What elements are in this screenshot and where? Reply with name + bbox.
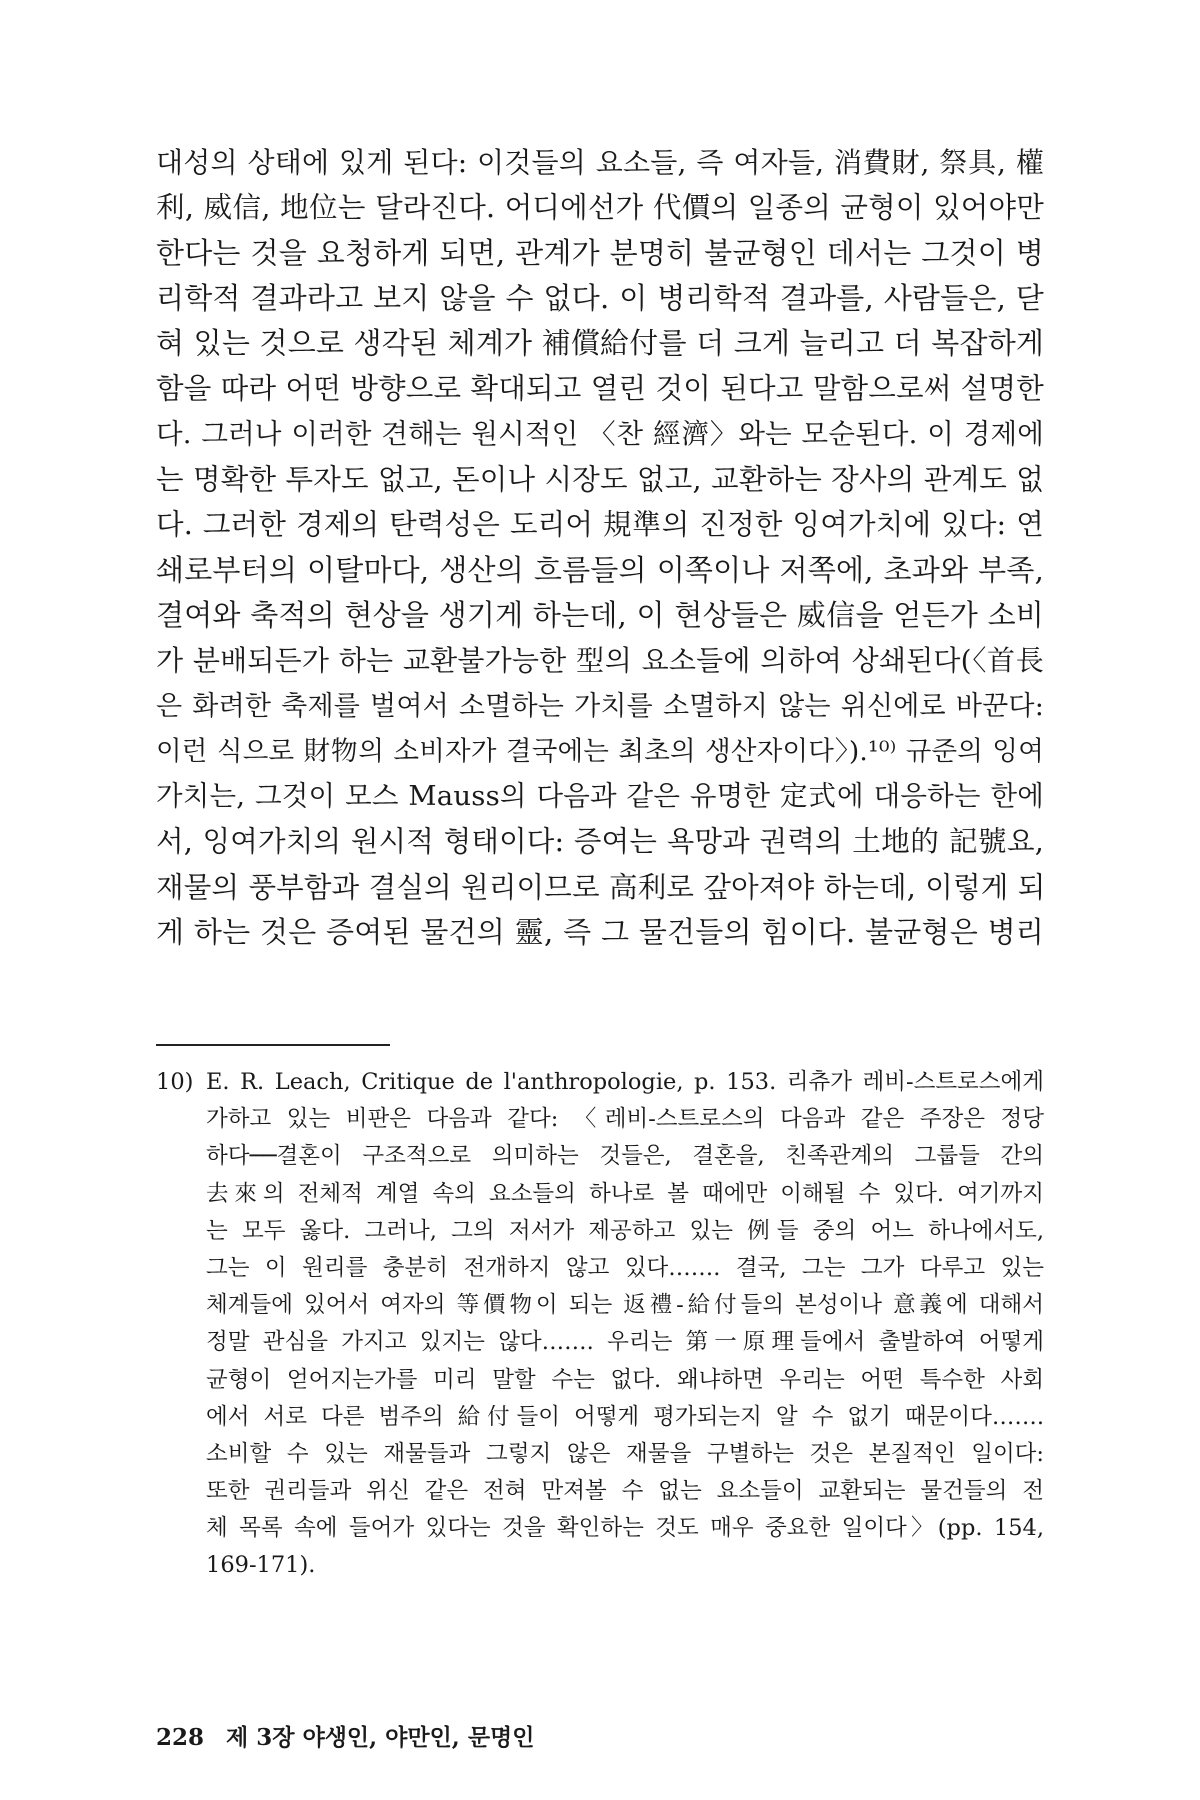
body-line: 리학적 결과라고 보지 않을 수 없다. 이 병리학적 결과를, 사람들은, 닫 xyxy=(156,280,1044,315)
footnote-first-line xyxy=(156,1064,1044,1101)
footnote-line: 에서 서로 다른 범주의 給付들이 어떻게 평가되는지 알 수 없기 때문이다……. xyxy=(206,1403,1044,1430)
body-line: 다. 그러나 이러한 견해는 원시적인 〈찬 經濟〉와는 모순된다. 이 경제에 xyxy=(156,417,1044,450)
body-line: 가 분배되든가 하는 교환불가능한 型의 요소들에 의하여 상쇄된다(〈首長 xyxy=(156,644,1044,678)
footnote-line: 하다──결혼이 구조적으로 의미하는 것들은, 결혼을, 친족관계의 그룹들 간의 xyxy=(206,1143,1044,1170)
footnote-line: 체계들에 있어서 여자의 等價物이 되는 返禮-給付들의 본성이나 意義에 대해서 xyxy=(206,1292,1044,1319)
footnote-line: 체 목록 속에 들어가 있다는 것을 확인하는 것도 매우 중요한 일이다〉(pp. 154, xyxy=(206,1515,1044,1542)
running-footer xyxy=(156,1722,534,1754)
footnote-line: 그는 이 원리를 충분히 전개하지 않고 있다……. 결국, 그는 그가 다루고 있는 xyxy=(206,1254,1044,1281)
footnote-line: 또한 권리들과 위신 같은 전혀 만져볼 수 없는 요소들이 교환되는 물건들의 전 xyxy=(206,1478,1044,1505)
footnote-line: 가하고 있는 비판은 다음과 같다: 〈레비-스트로스의 다음과 같은 주장은 정당 xyxy=(206,1106,1044,1133)
footnote-line: 169-171). xyxy=(206,1552,316,1579)
chapter-title: 제 3장 야생인, 야만인, 문명인 xyxy=(226,1724,535,1751)
body-line: 결여와 축적의 현상을 생기게 하는데, 이 현상들은 威信을 얻든가 소비 xyxy=(156,597,1044,632)
footnote-line: 균형이 얻어지는가를 미리 말할 수는 없다. 왜냐하면 우리는 어떤 특수한 사회 xyxy=(206,1366,1044,1393)
body-line: 은 화려한 축제를 벌여서 소멸하는 가치를 소멸하지 않는 위신에로 바꾼다: xyxy=(156,690,1044,722)
body-line: 는 명확한 투자도 없고, 돈이나 시장도 없고, 교환하는 장사의 관계도 없 xyxy=(156,463,1044,497)
body-line: 재물의 풍부함과 결실의 원리이므로 高利로 갚아져야 하는데, 이렇게 되 xyxy=(156,870,1046,904)
body-line: 利, 威信, 地位는 달라진다. 어디에선가 代價의 일종의 균형이 있어야만 xyxy=(156,191,1044,225)
body-line: 함을 따라 어떤 방향으로 확대되고 열린 것이 된다고 말함으로써 설명한 xyxy=(156,372,1044,406)
footnote-line: 는 모두 옳다. 그러나, 그의 저서가 제공하고 있는 例들 중의 어느 하나에서도, xyxy=(206,1217,1044,1244)
footnote-line: 소비할 수 있는 재물들과 그렇지 않은 재물을 구별하는 것은 본질적인 일이다: xyxy=(206,1440,1044,1467)
footnote xyxy=(156,1064,1044,1585)
body-line: 한다는 것을 요청하게 되면, 관계가 분명히 불균형인 데서는 그것이 병 xyxy=(156,235,1044,270)
body-line: 다. 그러한 경제의 탄력성은 도리어 規準의 진정한 잉여가치에 있다: 연 xyxy=(156,508,1044,542)
footnote-line: 去來의 전체적 계열 속의 요소들의 하나로 볼 때에만 이해될 수 있다. 여기까지 xyxy=(206,1180,1044,1207)
body-line: 쇄로부터의 이탈마다, 생산의 흐름들의 이쪽이나 저쪽에, 초과와 부족, xyxy=(156,552,1044,587)
footnote-divider xyxy=(156,1044,390,1046)
footnote-citation: E. R. Leach, Critique de l'anthropologie, p. 153. 리츄가 레비-스트로스에게 xyxy=(206,1069,1044,1095)
main-text xyxy=(156,140,1044,955)
footnote-number: 10) xyxy=(156,1069,194,1095)
page-number: 228 xyxy=(156,1724,205,1751)
body-line: 서, 잉여가치의 원시적 형태이다: 증여는 욕망과 권력의 土地的 記號요, xyxy=(156,825,1044,859)
body-line: 게 하는 것은 증여된 물건의 靈, 즉 그 물건들의 힘이다. 불균형은 병리 xyxy=(156,915,1044,950)
body-line: 혀 있는 것으로 생각된 체계가 補償給付를 더 크게 늘리고 더 복잡하게 xyxy=(156,326,1045,361)
body-line: 대성의 상태에 있게 된다: 이것들의 요소들, 즉 여자들, 消費財, 祭具, 權 xyxy=(156,146,1044,179)
body-line: 가치는, 그것이 모스 Mauss의 다음과 같은 유명한 定式에 대응하는 한에 xyxy=(156,780,1044,813)
body-line: 이런 식으로 財物의 소비자가 결국에는 최초의 생산자이다〉).¹⁰⁾ 규준의 잉여 xyxy=(156,735,1044,767)
footnote-line: 정말 관심을 가지고 있지는 않다……. 우리는 第一原理들에서 출발하여 어떻게 xyxy=(206,1329,1044,1356)
